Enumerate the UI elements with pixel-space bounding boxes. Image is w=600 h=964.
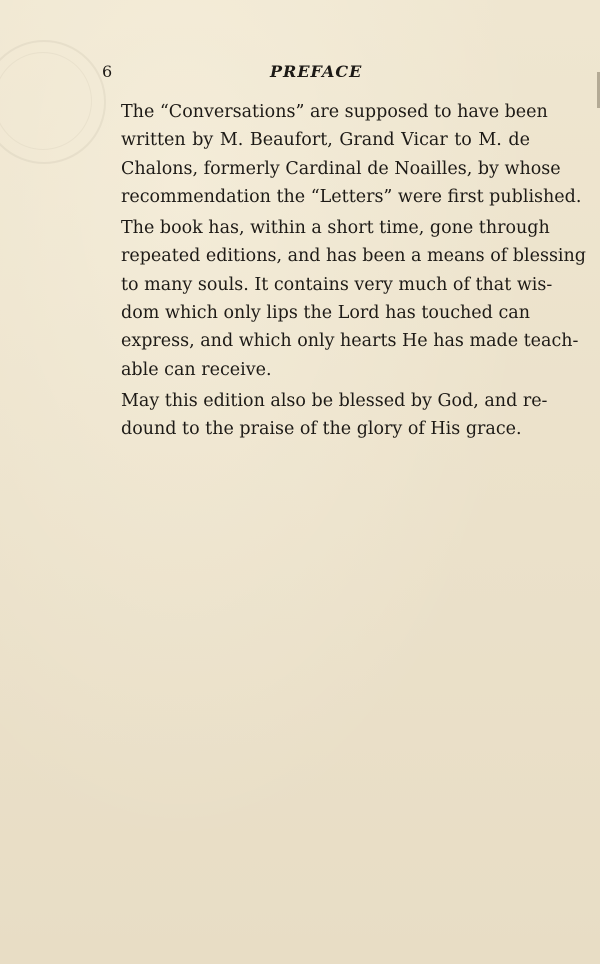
page-number: 6 xyxy=(102,62,113,81)
text-line: The book has, within a short time, gone through xyxy=(121,218,550,239)
library-stamp-inner-ring xyxy=(0,52,92,150)
text-line: dom which only lips the Lord has touched can xyxy=(121,303,530,324)
text-line: dound to the praise of the glory of His grace. xyxy=(121,419,522,440)
paragraph-2 xyxy=(102,214,586,384)
text-line: The “Conversations” are supposed to have been xyxy=(121,102,548,122)
library-stamp-watermark xyxy=(0,40,106,164)
text-line: to many souls. It contains very much of that wis- xyxy=(121,274,553,295)
paragraph-3 xyxy=(102,387,548,444)
running-title: PREFACE xyxy=(270,62,363,81)
paragraph-1 xyxy=(102,98,582,211)
text-line: written by M. Beaufort, Grand Vicar to M. de xyxy=(121,130,530,151)
text-line: repeated editions, and has been a means of blessing xyxy=(121,246,586,267)
body-text xyxy=(102,98,586,447)
text-line: recommendation the “Letters” were first published. xyxy=(121,186,582,207)
text-line: able can receive. xyxy=(121,359,272,380)
text-line: Chalons, formerly Cardinal de Noailles, by whose xyxy=(121,158,561,179)
page-header xyxy=(102,62,502,84)
text-line: May this edition also be blessed by God, and re- xyxy=(121,390,548,411)
text-line: express, and which only hearts He has made teach- xyxy=(121,331,579,352)
